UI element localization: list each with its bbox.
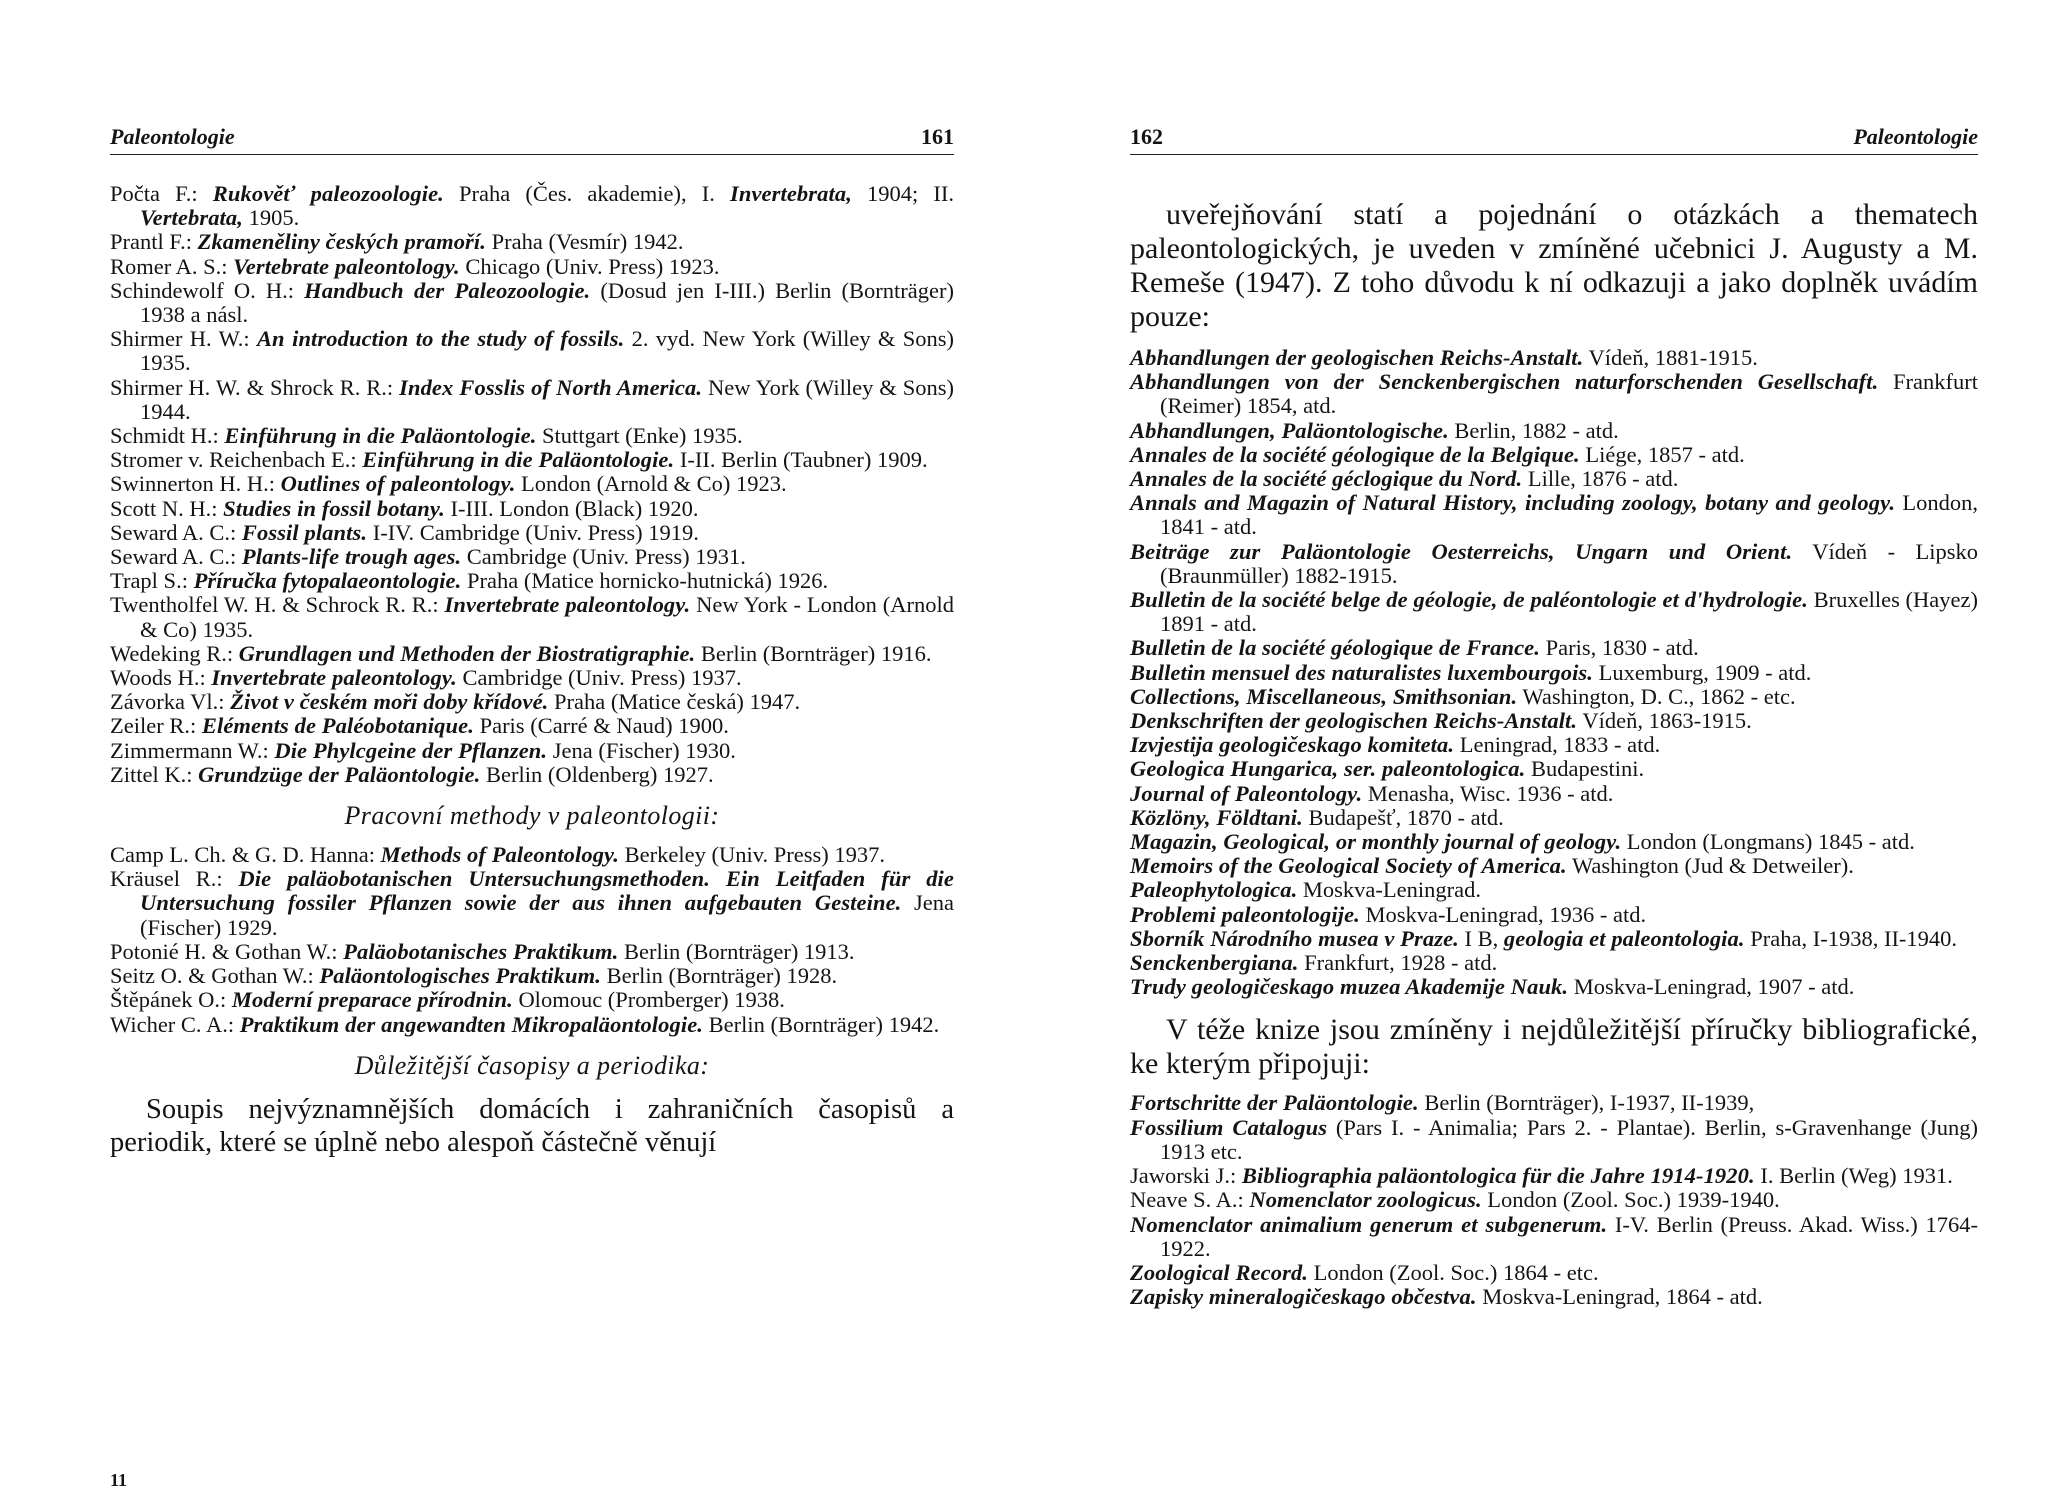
entry-author: Zimmermann W.: (110, 737, 275, 763)
entry-title: Journal of Paleontology. (1130, 780, 1363, 806)
entry-details: Praha (Čes. akademie), I. (443, 181, 730, 206)
entry-title: Annales de la société géologique de la Belgique. (1130, 441, 1580, 467)
reference-entry (110, 255, 954, 279)
entry-title: Paleophytologica. (1130, 877, 1298, 903)
right-page-body (1130, 198, 1978, 1309)
entry-title: Abhandlungen, Paläontologische. (1130, 417, 1449, 443)
periodical-entry (1130, 975, 1978, 999)
entry-details: (Pars I. - Animalia; Pars 2. - Plantae). Berlin, s-Gravenhange (Jung) 1913 etc. (1160, 1114, 1979, 1164)
entry-author: Zittel K.: (110, 761, 199, 787)
entry-author: Trapl S.: (110, 568, 194, 594)
reference-entry (110, 472, 954, 496)
entry-author: Potonié H. & Gothan W.: (110, 938, 344, 964)
entry-author: Schindewolf O. H.: (110, 277, 305, 303)
periodical-entry (1130, 540, 1978, 588)
entry-title: Outlines of paleontology. (280, 471, 516, 497)
entry-author: Romer A. S.: (110, 253, 234, 279)
entry-author: Štěpánek O.: (110, 987, 232, 1013)
entry-title: Fortschritte der Paläontologie. (1130, 1090, 1419, 1116)
entry-details: Praha (Matice hornicko-hutnická) 1926. (461, 568, 829, 594)
entry-details: Vídeň, 1881-1915. (1583, 345, 1758, 370)
reference-entry (110, 521, 954, 545)
periodical-entry (1130, 878, 1978, 902)
entry-title: Rukověť paleozoologie. (212, 181, 444, 206)
periodicals-intro-paragraph: Soupis nejvýznamnějších domácích i zahraničních časopisů a periodik, které se úplně nebo alespoň částečně věnují (110, 1093, 954, 1158)
entry-title: Collections, Miscellaneous, Smithsonian. (1130, 683, 1518, 709)
entry-title: Fossilium Catalogus (1130, 1114, 1328, 1140)
entry-title: Vertebrata, (140, 205, 243, 231)
reference-entry (110, 867, 954, 940)
entry-details: Jena (Fischer) 1930. (547, 737, 736, 763)
left-header-title: Paleontologie (110, 124, 235, 149)
bibliography-entry (1130, 1116, 1978, 1164)
reference-entry (110, 593, 954, 641)
entry-details: Moskva-Leningrad, 1907 - atd. (1568, 974, 1855, 1000)
entry-details: London, 1841 - atd. (1160, 490, 1978, 540)
periodical-entry (1130, 951, 1978, 975)
entry-title: Memoirs of the Geological Society of America. (1130, 853, 1567, 879)
bibliography-entry (1130, 1261, 1978, 1285)
periodical-entry (1130, 491, 1978, 539)
entry-author: Seward A. C.: (110, 544, 242, 570)
entry-author: Stromer v. Reichenbach E.: (110, 447, 363, 473)
entry-details: 1904; II. (851, 181, 954, 206)
periodical-entry (1130, 830, 1978, 854)
entry-title: Bulletin de la société géologique de France. (1130, 635, 1540, 661)
entry-details: Vídeň, 1863-1915. (1577, 708, 1752, 734)
reference-entry (110, 1013, 954, 1037)
entry-author: Camp L. Ch. & G. D. Hanna: (110, 842, 381, 868)
reference-entry (110, 497, 954, 521)
entry-details: Stuttgart (Enke) 1935. (536, 423, 743, 449)
entry-details: New York (Willey & Sons) 1944. (140, 374, 954, 424)
left-running-header (110, 120, 954, 155)
methods-references-list (110, 843, 954, 1037)
entry-title: Invertebrate paleontology. (211, 665, 457, 691)
periodical-entry (1130, 927, 1978, 951)
entry-details: Berkeley (Univ. Press) 1937. (619, 842, 886, 868)
entry-title: Abhandlungen von der Senckenbergischen naturforschenden Gesellschaft. (1130, 369, 1879, 395)
entry-author: Scott N. H.: (110, 495, 224, 521)
entry-author: Schmidt H.: (110, 423, 225, 449)
entry-title: Grundlagen und Methoden der Biostratigraphie. (238, 640, 696, 666)
entry-details: Berlin (Oldenberg) 1927. (480, 761, 714, 787)
reference-entry (110, 940, 954, 964)
entry-details: London (Zool. Soc.) 1864 - etc. (1308, 1259, 1599, 1285)
entry-details: London (Arnold & Co) 1923. (515, 471, 787, 497)
entry-title: Annals and Magazin of Natural History, including zoology, botany and geology. (1130, 490, 1896, 516)
entry-title: Annales de la société géclogique du Nord. (1130, 466, 1523, 492)
signature-mark: 11 (110, 1470, 128, 1490)
entry-details: Praha (Vesmír) 1942. (485, 229, 684, 255)
reference-entry (110, 690, 954, 714)
bibliography-entry (1130, 1188, 1978, 1212)
periodical-entry (1130, 661, 1978, 685)
entry-title: Vertebrate paleontology. (233, 253, 460, 279)
entry-details: Paris, 1830 - atd. (1539, 635, 1699, 661)
entry-author: Swinnerton H. H.: (110, 471, 281, 497)
entry-title: Die paläobotanischen Untersuchungsmethoden. Ein Leitfaden für die Untersuchung fossiler Pflanzen sowie der aus ihnen aufgebauten Gesteine. (140, 866, 954, 916)
entry-title: Praktikum der angewandten Mikropaläontologie. (239, 1011, 704, 1037)
entry-title: Život v českém moři doby křídové. (230, 689, 549, 715)
reference-entry (110, 739, 954, 763)
entry-title: Beiträge zur Paläontologie Oesterreichs, Ungarn und Orient. (1130, 538, 1793, 564)
entry-details: London (Zool. Soc.) 1939-1940. (1481, 1187, 1780, 1213)
entry-author: Počta F.: (110, 181, 213, 206)
periodical-entry (1130, 782, 1978, 806)
reference-entry (110, 763, 954, 787)
entry-details: I. Berlin (Weg) 1931. (1754, 1163, 1953, 1189)
periodical-entry (1130, 685, 1978, 709)
entry-title: Nomenclator zoologicus. (1249, 1187, 1482, 1213)
entry-title: Magazin, Geological, or monthly journal of geology. (1130, 829, 1622, 855)
entry-details: Moskva-Leningrad, 1936 - atd. (1359, 901, 1647, 927)
entry-title: Moderní preparace přírodnin. (231, 987, 513, 1013)
entry-author: Woods H.: (110, 665, 212, 691)
section-title-methods: Pracovní methody v paleontologii: (344, 801, 720, 831)
entry-title: Trudy geologičeskago muzea Akademije Nauk. (1130, 974, 1569, 1000)
entry-details: Paris (Carré & Naud) 1900. (473, 713, 729, 739)
periodicals-list (1130, 346, 1978, 999)
entry-title: An introduction to the study of fossils. (256, 326, 625, 352)
reference-entry (110, 279, 954, 327)
entry-details: I-V. Berlin (Preuss. Akad. Wiss.) 1764-1922. (1160, 1211, 1978, 1261)
periodical-entry (1130, 709, 1978, 733)
right-page-number: 162 (1130, 124, 1163, 149)
entry-title: Fossil plants. (241, 519, 368, 545)
entry-title: Handbuch der Paleozoologie. (304, 277, 591, 303)
bibliographies-list (1130, 1091, 1978, 1309)
reference-entry (110, 545, 954, 569)
periodical-entry (1130, 370, 1978, 418)
entry-details: 1905. (242, 205, 300, 231)
entry-title: Problemi paleontologije. (1130, 901, 1360, 927)
entry-details: Liége, 1857 - atd. (1579, 441, 1745, 467)
entry-details: Budapestini. (1525, 756, 1645, 782)
right-header-title: Paleontologie (1853, 124, 1978, 149)
entry-title: Invertebrate paleontology. (444, 592, 691, 618)
entry-author: Wedeking R.: (110, 640, 239, 666)
entry-title: geologia et paleontologia. (1503, 925, 1745, 951)
entry-details: I-II. Berlin (Taubner) 1909. (674, 447, 928, 473)
entry-details: Chicago (Univ. Press) 1923. (459, 253, 720, 279)
entry-title: Die Phylcgeine der Pflanzen. (274, 737, 548, 763)
entry-details: Praha (Matice česká) 1947. (548, 689, 801, 715)
entry-title: Příručka fytopalaeontologie. (193, 568, 462, 594)
entry-title: Sborník Národního musea v Praze. (1130, 925, 1459, 951)
periodical-entry (1130, 733, 1978, 757)
entry-details: Leningrad, 1833 - atd. (1454, 732, 1661, 758)
entry-author: Shirmer H. W.: (110, 326, 257, 352)
section-title-periodicals: Důležitější časopisy a periodika: (354, 1050, 710, 1080)
entry-author: Neave S. A.: (1130, 1187, 1250, 1213)
entry-author: Wicher C. A.: (110, 1011, 240, 1037)
entry-author: Shirmer H. W. & Shrock R. R.: (110, 374, 400, 400)
entry-details: Moskva-Leningrad, 1864 - atd. (1476, 1284, 1763, 1310)
entry-details: Berlin (Bornträger) 1942. (703, 1011, 940, 1037)
entry-title: Bibliographia paläontologica für die Jahre 1914-1920. (1241, 1163, 1755, 1189)
entry-details: Cambridge (Univ. Press) 1937. (456, 665, 742, 691)
left-page-body (110, 182, 954, 1159)
periodical-entry (1130, 588, 1978, 636)
entry-details: (Dosud jen I-III.) Berlin (Bornträger) 1938 a násl. (140, 277, 954, 328)
reference-entry (110, 569, 954, 593)
bibliography-entry (1130, 1164, 1978, 1188)
entry-author: Prantl F.: (110, 229, 198, 255)
entry-details: I-III. London (Black) 1920. (444, 495, 699, 521)
entry-title: Senckenbergiana. (1130, 950, 1299, 976)
entry-details: Washington, D. C., 1862 - etc. (1517, 683, 1796, 709)
entry-details: I-IV. Cambridge (Univ. Press) 1919. (367, 519, 699, 545)
entry-title: Zapisky mineralogičeskago občestva. (1130, 1284, 1477, 1310)
entry-details: Washington (Jud & Detweiler). (1566, 853, 1854, 879)
bibliography-entry (1130, 1213, 1978, 1261)
entry-title: Paläontologisches Praktikum. (319, 963, 601, 989)
periodical-entry (1130, 443, 1978, 467)
entry-title: Izvjestija geologičeskago komiteta. (1130, 732, 1455, 758)
entry-details: Berlin (Bornträger), I-1937, II-1939, (1418, 1090, 1755, 1116)
periodical-entry (1130, 757, 1978, 781)
reference-entry (110, 642, 954, 666)
entry-author: Twentholfel W. H. & Schrock R. R.: (110, 592, 445, 618)
entry-details: Menasha, Wisc. 1936 - atd. (1362, 780, 1614, 806)
entry-details: Olomouc (Promberger) 1938. (512, 987, 785, 1013)
entry-title: Paläobotanisches Praktikum. (343, 938, 619, 964)
entry-title: Index Fosslis of North America. (399, 374, 703, 400)
periodical-entry (1130, 854, 1978, 878)
entry-details: Frankfurt, 1928 - atd. (1298, 950, 1498, 976)
entry-details: Praha, I-1938, II-1940. (1744, 925, 1958, 951)
entry-details: London (Longmans) 1845 - atd. (1621, 829, 1915, 855)
left-page-number: 161 (921, 124, 954, 149)
reference-entry (110, 182, 954, 230)
entry-author: Seward A. C.: (110, 519, 242, 545)
reference-entry (110, 714, 954, 738)
periodical-entry (1130, 346, 1978, 370)
entry-author: Závorka Vl.: (110, 689, 231, 715)
entry-details: Berlin, 1882 - atd. (1448, 417, 1619, 443)
bibliography-entry (1130, 1285, 1978, 1309)
entry-details: Berlin (Bornträger) 1928. (600, 963, 838, 989)
entry-title: Methods of Paleontology. (380, 842, 620, 868)
entry-title: Közlöny, Földtani. (1130, 804, 1303, 830)
entry-details: Lille, 1876 - atd. (1522, 466, 1679, 492)
entry-title: Zkameněliny českých pramoří. (197, 229, 486, 255)
right-running-header (1130, 120, 1978, 155)
entry-title: Nomenclator animalium generum et subgenerum. (1130, 1211, 1608, 1237)
entry-details: New York - London (Arnold & Co) 1935. (140, 592, 954, 642)
reference-entry (110, 448, 954, 472)
entry-title: Plants-life trough ages. (241, 544, 462, 570)
periodical-entry (1130, 636, 1978, 660)
periodical-entry (1130, 419, 1978, 443)
periodical-entry (1130, 903, 1978, 927)
entry-title: Eléments de Paléobotanique. (201, 713, 474, 739)
reference-entry (110, 988, 954, 1012)
entry-title: Invertebrata, (730, 181, 852, 206)
entry-author: Seitz O. & Gothan W.: (110, 963, 320, 989)
periodicals-continuation-paragraph: uveřejňování statí a pojednání o otázkách a thematech paleontologických, je uveden v zmíněné učebnici J. Augusty a M. Remeše (1947). Z toho důvodu k ní odkazuji a jako doplněk uvádím pouze: (1130, 198, 1978, 333)
entry-author: Zeiler R.: (110, 713, 202, 739)
entry-title: Bulletin de la société belge de géologie, de paléontologie et d'hydrologie. (1130, 587, 1808, 613)
entry-details: Cambridge (Univ. Press) 1931. (461, 544, 746, 570)
bibliographies-intro-paragraph: V téže knize jsou zmíněny i nejdůležitější příručky bibliografické, ke kterým připojuji: (1130, 1013, 1978, 1081)
entry-details: Frankfurt (Reimer) 1854, atd. (1160, 369, 1978, 419)
entry-details: Luxemburg, 1909 - atd. (1593, 659, 1812, 685)
reference-entry (110, 666, 954, 690)
entry-author: Jaworski J.: (1130, 1163, 1242, 1189)
reference-entry (110, 843, 954, 867)
bibliography-entry (1130, 1091, 1978, 1115)
entry-title: Bulletin mensuel des naturalistes luxembourgois. (1130, 659, 1594, 685)
reference-entry (110, 424, 954, 448)
entry-title: Denkschriften der geologischen Reichs-Anstalt. (1130, 708, 1578, 734)
reference-entry (110, 964, 954, 988)
reference-entry (110, 376, 954, 424)
entry-details: I B, (1458, 925, 1504, 951)
reference-entry (110, 230, 954, 254)
entry-details: Berlin (Bornträger) 1916. (695, 640, 932, 666)
periodical-entry (1130, 467, 1978, 491)
periodical-entry (1130, 806, 1978, 830)
entry-details: Berlin (Bornträger) 1913. (618, 938, 855, 964)
entry-title: Geologica Hungarica, ser. paleontologica. (1130, 756, 1526, 782)
entry-title: Zoological Record. (1130, 1259, 1309, 1285)
entry-details: Vídeň - Lipsko (Braunmüller) 1882-1915. (1160, 538, 1978, 588)
reference-entry (110, 327, 954, 375)
entry-title: Einführung in die Paläontologie. (224, 423, 537, 449)
entry-author: Kräusel R.: (110, 866, 239, 892)
entry-details: Bruxelles (Hayez) 1891 - atd. (1160, 587, 1978, 637)
entry-title: Abhandlungen der geologischen Reichs-Anstalt. (1130, 345, 1584, 370)
entry-title: Einführung in die Paläontologie. (362, 447, 675, 473)
entry-title: Studies in fossil botany. (223, 495, 445, 521)
entry-details: Jena (Fischer) 1929. (140, 890, 954, 940)
entry-details: Budapešť, 1870 - atd. (1302, 804, 1504, 830)
entry-title: Grundzüge der Paläontologie. (198, 761, 481, 787)
entry-details: 2. vyd. New York (Willey & Sons) 1935. (140, 326, 954, 376)
entry-details: Moskva-Leningrad. (1297, 877, 1481, 903)
general-references-list (110, 182, 954, 787)
